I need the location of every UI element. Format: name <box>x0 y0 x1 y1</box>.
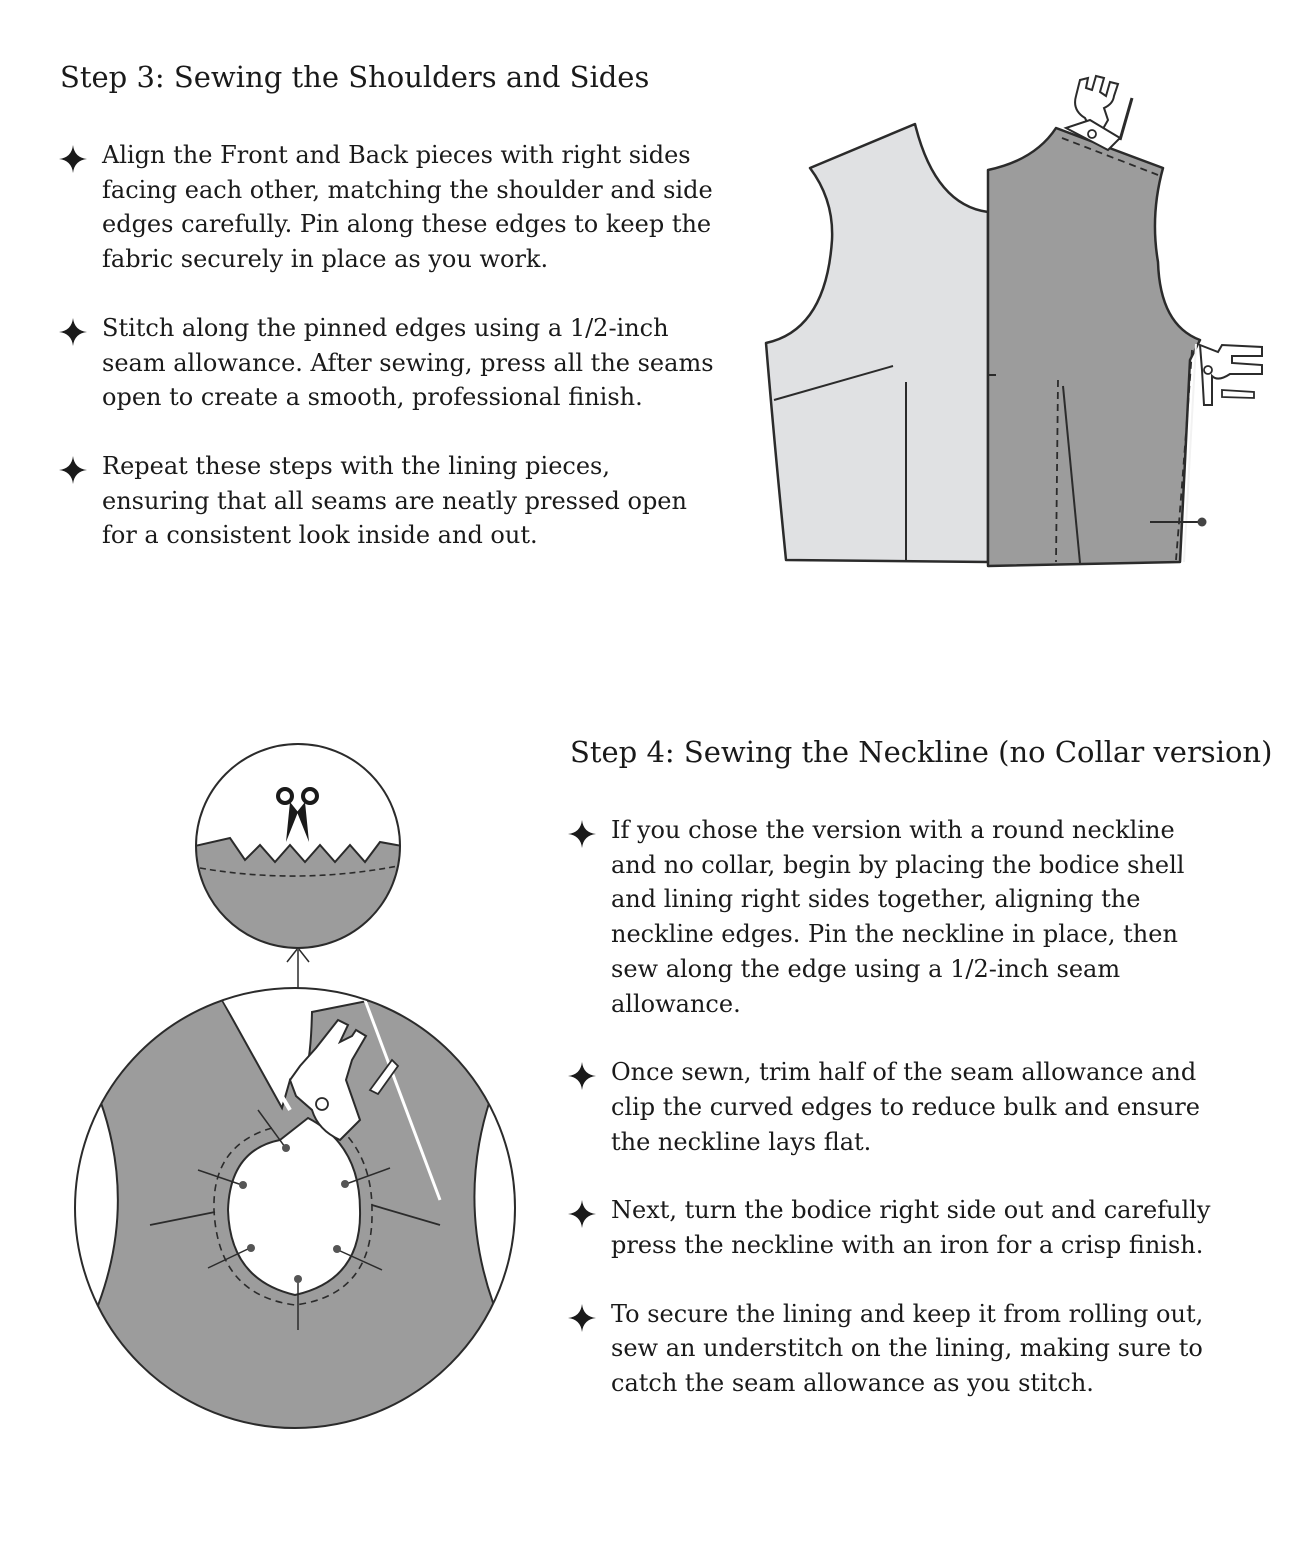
four-point-star-icon <box>58 317 88 347</box>
bodice-shoulder-side-seam-illustration <box>755 65 1275 585</box>
step3-bullet-1 <box>58 138 718 277</box>
step4-bullet-1 <box>567 813 1227 1021</box>
four-point-star-icon <box>567 1303 597 1333</box>
step4-bullet-2 <box>567 1055 1227 1159</box>
step4-heading: Step 4: Sewing the Neckline (no Collar version) <box>570 735 1273 769</box>
step4-bullet-3 <box>567 1193 1227 1262</box>
step4-bullet-2-text: Once sewn, trim half of the seam allowance and clip the curved edges to reduce bulk and ensure the neckline lays flat. <box>611 1058 1200 1156</box>
four-point-star-icon <box>567 1061 597 1091</box>
step3-bullet-list <box>58 138 718 553</box>
four-point-star-icon <box>567 819 597 849</box>
step4-bullet-1-text: If you chose the version with a round neckline and no collar, begin by placing the bodice shell and lining right sides together, aligning the neckline edges. Pin the neckline in place, then sew along the edge using a 1/2-inch seam allowance. <box>611 816 1185 1018</box>
four-point-star-icon <box>567 1199 597 1229</box>
step3-bullet-2-text: Stitch along the pinned edges using a 1/2-inch seam allowance. After sewing, press all the seams open to create a smooth, professional finish. <box>102 313 714 412</box>
step3-heading: Step 3: Sewing the Shoulders and Sides <box>60 60 650 94</box>
step3-bullet-1-text: Align the Front and Back pieces with right sides facing each other, matching the shoulder and side edges carefully. Pin along these edges to keep the fabric securely in place as you work. <box>102 141 713 274</box>
step3-bullet-3 <box>58 449 718 553</box>
four-point-star-icon <box>58 144 88 174</box>
step3-bullet-3-text: Repeat these steps with the lining pieces, ensuring that all seams are neatly pressed open for a consistent look inside and out. <box>102 451 687 550</box>
step4-bullet-4-text: To secure the lining and keep it from rolling out, sew an understitch on the lining, making sure to catch the seam allowance as you stitch. <box>611 1299 1204 1398</box>
four-point-star-icon <box>58 455 88 485</box>
neckline-clipping-illustration <box>70 738 520 1438</box>
step4-bullet-4 <box>567 1297 1227 1401</box>
step3-bullet-2 <box>58 311 718 415</box>
step4-bullet-list <box>567 813 1227 1401</box>
step4-bullet-3-text: Next, turn the bodice right side out and carefully press the neckline with an iron for a crisp finish. <box>611 1196 1211 1260</box>
